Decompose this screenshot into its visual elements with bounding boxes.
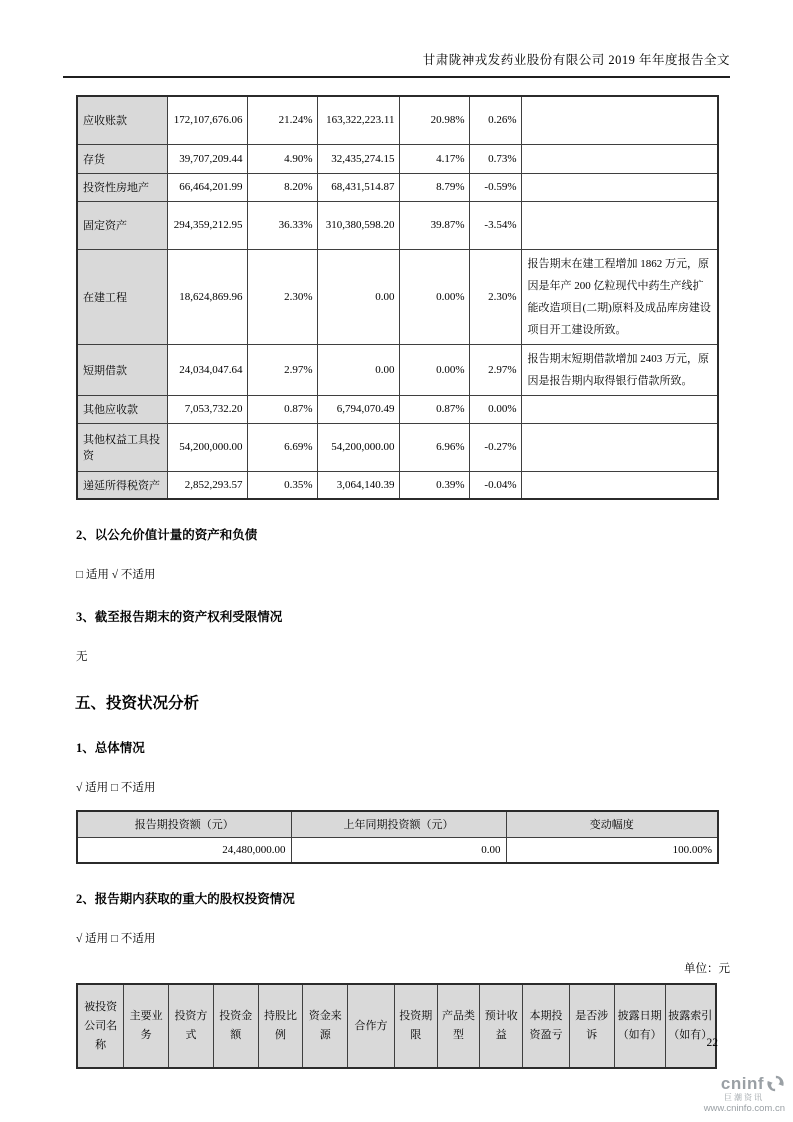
asset-item: 应收账款	[77, 96, 167, 144]
end-amount: 294,359,212.95	[167, 201, 247, 249]
table-header-row	[77, 811, 718, 837]
cninfo-logo-subtitle: 巨潮资讯	[724, 1093, 764, 1102]
prior-investment-value: 0.00	[291, 837, 506, 863]
end-amount: 7,053,732.20	[167, 395, 247, 423]
unit-label: 单位：元	[684, 963, 730, 975]
end-amount: 39,707,209.44	[167, 144, 247, 173]
asset-item: 短期借款	[77, 344, 167, 395]
asset-item: 在建工程	[77, 249, 167, 344]
cninfo-logo-text: cninf	[720, 1073, 764, 1093]
table-row	[77, 173, 718, 201]
asset-item: 存货	[77, 144, 167, 173]
table-row	[77, 395, 718, 423]
table-row	[77, 837, 718, 863]
subsection-heading-equity-investment: 2、报告期内获取的重大的股权投资情况	[76, 892, 295, 906]
begin-pct: 20.98%	[399, 96, 469, 144]
begin-amount: 310,380,598.20	[317, 201, 399, 249]
begin-pct: 0.00%	[399, 344, 469, 395]
major-change-note	[521, 144, 718, 173]
section-heading-fair-value: 2、以公允价值计量的资产和负债	[76, 528, 258, 542]
col-header-litigation: 是否涉诉	[569, 984, 614, 1068]
end-amount: 2,852,293.57	[167, 471, 247, 499]
col-header-investee-name: 被投资公司名称	[77, 984, 124, 1068]
table-row	[77, 344, 718, 395]
change-pct: 2.30%	[469, 249, 521, 344]
major-change-note	[521, 173, 718, 201]
begin-amount: 163,322,223.11	[317, 96, 399, 144]
begin-pct: 6.96%	[399, 423, 469, 471]
begin-amount: 54,200,000.00	[317, 423, 399, 471]
asset-item: 固定资产	[77, 201, 167, 249]
begin-pct: 0.87%	[399, 395, 469, 423]
major-change-note: 报告期末在建工程增加 1862 万元，原因是年产 200 亿粒现代中药生产线扩能改造项目(二期)原料及成品库房建设项目开工建设所致。	[521, 249, 718, 344]
table-row	[77, 201, 718, 249]
col-header-investment-method: 投资方式	[169, 984, 214, 1068]
col-header-investment-term: 投资期限	[394, 984, 437, 1068]
begin-amount: 68,431,514.87	[317, 173, 399, 201]
subsection-heading-overall: 1、总体情况	[76, 741, 145, 755]
col-header-investment-amount: 投资金额	[213, 984, 258, 1068]
col-header-current-profit-loss: 本期投资盈亏	[523, 984, 570, 1068]
asset-item: 其他应收款	[77, 395, 167, 423]
col-header-expected-return: 预计收益	[480, 984, 523, 1068]
begin-pct: 39.87%	[399, 201, 469, 249]
table-row	[77, 249, 718, 344]
col-header-current-investment: 报告期投资额（元）	[77, 811, 291, 837]
begin-pct: 0.00%	[399, 249, 469, 344]
change-pct: 2.97%	[469, 344, 521, 395]
end-amount: 66,464,201.99	[167, 173, 247, 201]
table-row	[77, 144, 718, 173]
section-heading-investment-analysis: 五、投资状况分析	[75, 695, 200, 712]
begin-amount: 0.00	[317, 249, 399, 344]
change-pct: 0.00%	[469, 395, 521, 423]
change-rate-value: 100.00%	[506, 837, 718, 863]
table-row	[77, 96, 718, 144]
begin-pct: 8.79%	[399, 173, 469, 201]
change-pct: 0.26%	[469, 96, 521, 144]
table-header-row	[77, 984, 716, 1068]
end-pct: 36.33%	[247, 201, 317, 249]
applicability-note-fair-value: □ 适用 √ 不适用	[76, 569, 156, 581]
col-header-main-business: 主要业务	[124, 984, 169, 1068]
major-change-note	[521, 471, 718, 499]
cninfo-swirl-icon	[766, 1074, 785, 1093]
current-investment-value: 24,480,000.00	[77, 837, 291, 863]
end-pct: 4.90%	[247, 144, 317, 173]
end-amount: 24,034,047.64	[167, 344, 247, 395]
end-pct: 2.30%	[247, 249, 317, 344]
end-amount: 172,107,676.06	[167, 96, 247, 144]
begin-amount: 0.00	[317, 344, 399, 395]
end-pct: 0.35%	[247, 471, 317, 499]
doc-header-title: 甘肃陇神戎发药业股份有限公司 2019 年年度报告全文	[63, 50, 730, 78]
page-number: 22	[706, 1037, 718, 1049]
major-change-note	[521, 201, 718, 249]
end-pct: 8.20%	[247, 173, 317, 201]
major-change-note: 报告期末短期借款增加 2403 万元，原因是报告期内取得银行借款所致。	[521, 344, 718, 395]
major-change-note	[521, 395, 718, 423]
end-amount: 18,624,869.96	[167, 249, 247, 344]
col-header-partner: 合作方	[348, 984, 395, 1068]
col-header-disclosure-date: 披露日期（如有）	[614, 984, 665, 1068]
cninfo-logo-url: www.cninfo.com.cn	[703, 1103, 785, 1114]
table-row	[77, 423, 718, 471]
col-header-shareholding-ratio: 持股比例	[258, 984, 303, 1068]
end-pct: 6.69%	[247, 423, 317, 471]
section-heading-restricted-assets: 3、截至报告期末的资产权利受限情况	[76, 610, 283, 624]
asset-comparison-table	[76, 95, 719, 500]
col-header-funding-source: 资金来源	[303, 984, 348, 1068]
equity-investment-table	[76, 983, 717, 1069]
col-header-product-type: 产品类型	[437, 984, 480, 1068]
change-pct: -0.27%	[469, 423, 521, 471]
begin-amount: 3,064,140.39	[317, 471, 399, 499]
end-pct: 0.87%	[247, 395, 317, 423]
begin-amount: 6,794,070.49	[317, 395, 399, 423]
change-pct: -0.04%	[469, 471, 521, 499]
cninfo-logo	[704, 1074, 785, 1115]
applicability-note-equity: √ 适用 □ 不适用	[76, 933, 156, 945]
applicability-note-overall: √ 适用 □ 不适用	[76, 782, 156, 794]
col-header-disclosure-index: 披露索引（如有）	[665, 984, 716, 1068]
begin-pct: 0.39%	[399, 471, 469, 499]
restricted-assets-answer: 无	[76, 651, 88, 663]
asset-item: 递延所得税资产	[77, 471, 167, 499]
major-change-note	[521, 423, 718, 471]
end-pct: 2.97%	[247, 344, 317, 395]
overall-investment-table	[76, 810, 719, 864]
col-header-change-rate: 变动幅度	[506, 811, 718, 837]
col-header-prior-investment: 上年同期投资额（元）	[291, 811, 506, 837]
end-amount: 54,200,000.00	[167, 423, 247, 471]
begin-amount: 32,435,274.15	[317, 144, 399, 173]
begin-pct: 4.17%	[399, 144, 469, 173]
change-pct: -0.59%	[469, 173, 521, 201]
change-pct: 0.73%	[469, 144, 521, 173]
end-pct: 21.24%	[247, 96, 317, 144]
asset-item: 投资性房地产	[77, 173, 167, 201]
table-row	[77, 471, 718, 499]
major-change-note	[521, 96, 718, 144]
asset-item: 其他权益工具投资	[77, 423, 167, 471]
change-pct: -3.54%	[469, 201, 521, 249]
